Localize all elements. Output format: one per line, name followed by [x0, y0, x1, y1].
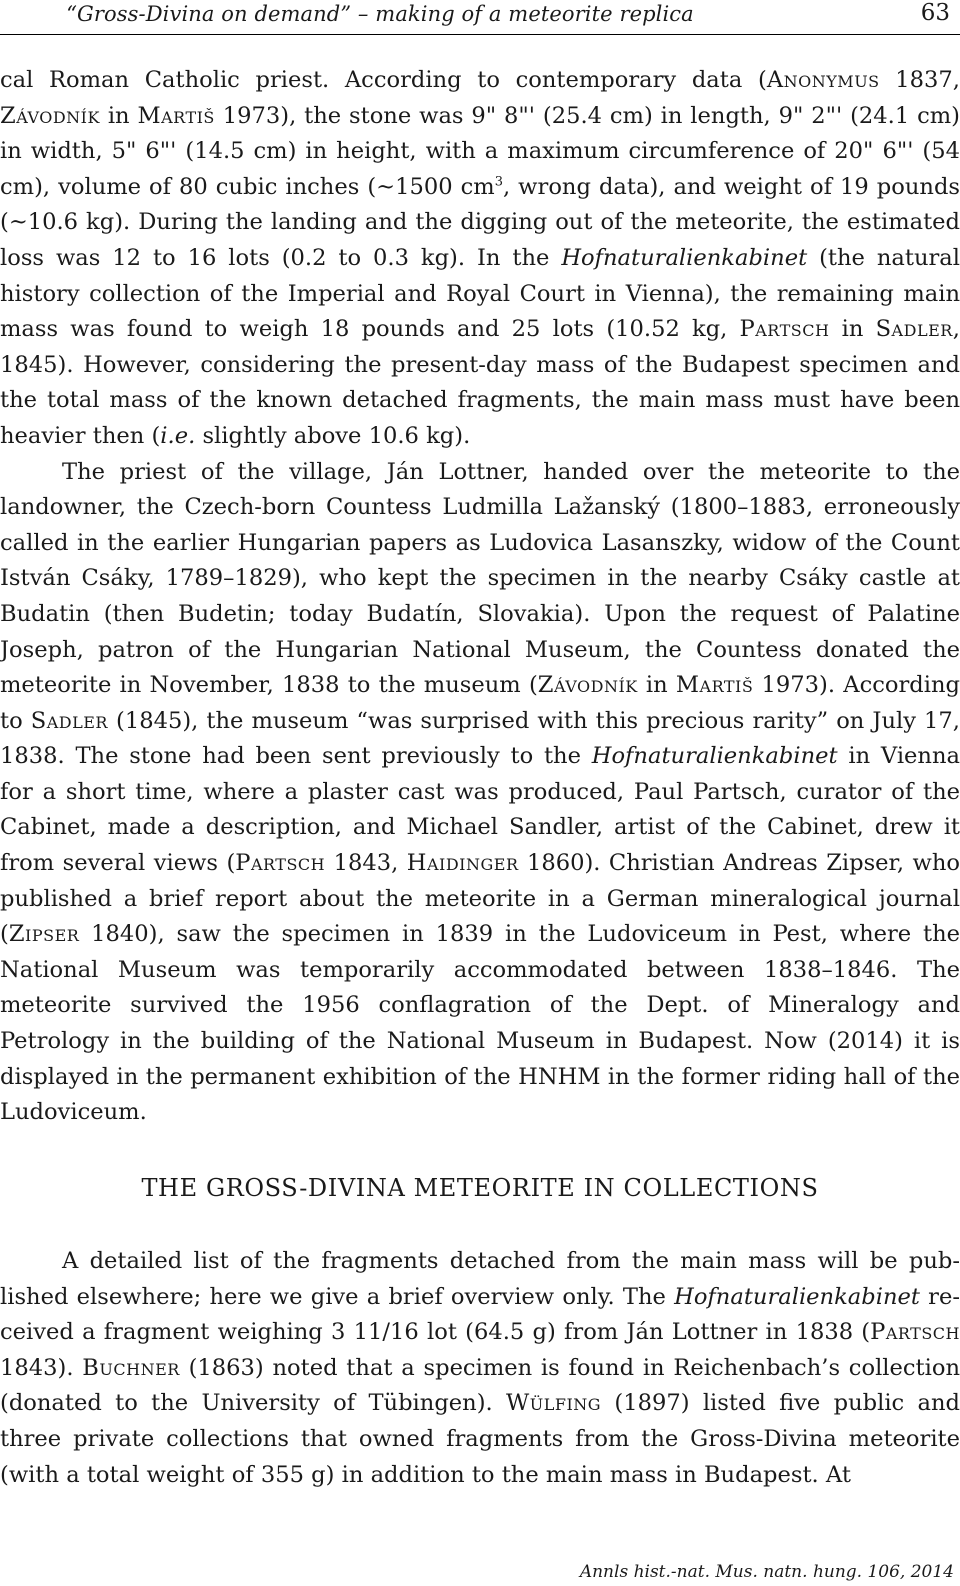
citation-author: Zipser	[8, 921, 80, 948]
text-run: 1840), saw the specimen in 1839 in the Ludoviceum in Pest, where the National Museum was temporarily accommodated between 1838–1846. The meteorite survived the 1956 conflagration of the Dept. of Mineralogy and Petrology in the building of the National Museum in Budapest. Now (2014) it is displayed in the permanent exhibition of the HNHM in the former riding hall of the Ludoviceum.	[0, 921, 960, 1126]
citation-author: Partsch	[739, 316, 830, 343]
text-run: A detailed list of the fragments detached from the main mass will be published elsewhere; here we give a brief overview only. The	[0, 1248, 960, 1310]
body-text-bottom	[0, 1244, 960, 1493]
section-heading: THE GROSS-DIVINA METEORITE IN COLLECTIONS	[141, 1174, 819, 1202]
text-run: in	[99, 102, 138, 129]
text-run: 1860). Christian Andreas Zipser, who published a brief report about the meteorite in a German mineralogical journal (	[0, 850, 960, 948]
body-text-top	[0, 63, 960, 1131]
text-run: (1845), the museum “was surprised with this precious rarity” on July 17, 1838. The stone had been sent previously to the	[0, 707, 960, 770]
text-run: 1843,	[325, 850, 407, 877]
running-title: “Gross-Divina on demand” – making of a meteorite replica	[66, 2, 694, 26]
text-run: in	[829, 316, 876, 343]
text-run: 1973), the stone was 9" 8"' (25.4 cm) in length, 9" 2"' (24.1 cm) in width, 5" 6"' (14.5 cm) in height, with a maximum circumference of 20" 6"' (54 cm), volume of 80 cubic inches (~1500 cm	[0, 102, 960, 200]
citation-author: Závodník	[537, 672, 638, 699]
text-run: received a fragment weighing 3 11/16 lot (64.5 g) from Ján Lottner in 1838 (	[0, 1283, 960, 1346]
italic-term: Hofnaturalienkabinet	[591, 743, 838, 770]
text-run: (the natural history collection of the Imperial and Royal Court in Vienna), the remaining main mass was found to weigh 18 pounds and 25 lots (10.52 kg,	[0, 244, 960, 343]
citation-author: Haidinger	[406, 850, 519, 877]
text-run: in Vienna for a short time, where a plaster cast was produced, Paul Partsch, curator of the Cabinet, made a description, and Michael Sandler, artist of the Cabinet, drew it from several views (	[0, 743, 960, 877]
paragraph-3	[0, 1244, 960, 1493]
italic-term: Hofnaturalienkabinet	[561, 244, 808, 271]
page-number: 63	[920, 0, 950, 26]
journal-citation: Annls hist.-nat. Mus. natn. hung. 106, 2014	[579, 1562, 954, 1582]
text-run: slightly above 10.6 kg).	[195, 422, 471, 449]
italic-term: Hofnaturalienkabinet	[674, 1283, 920, 1310]
text-run: cal Roman Catholic priest. According to contemporary data (	[0, 67, 767, 93]
text-run: , 1845). However, considering the present-day mass of the Budapest specimen and the total mass of the known detached fragments, the main mass must have been heavier then (	[0, 316, 960, 449]
italic-term: i.e.	[160, 422, 196, 449]
paragraph-1	[0, 63, 960, 455]
superscript: 3	[494, 174, 503, 190]
citation-author: Buchner	[82, 1354, 180, 1381]
citation-author: Martiš	[137, 102, 215, 129]
citation-author: Sadler	[875, 316, 953, 343]
citation-author: Partsch	[235, 850, 326, 877]
text-run: 1837,	[879, 67, 960, 93]
citation-author: Partsch	[870, 1319, 960, 1346]
text-run: 1973). According to	[0, 672, 960, 734]
citation-author: Wülfing	[506, 1390, 602, 1417]
citation-author: Martiš	[675, 672, 754, 699]
citation-author: Sadler	[30, 707, 108, 734]
text-run: The priest of the village, Ján Lottner, handed over the meteorite to the landowner, the Czech-born Countess Ludmilla Lažanský (1800–1883, erroneously called in the earlier Hungarian papers as Ludovica Lasanszky, widow of the Count István Csáky, 1789–1829), who kept the specimen in the nearby Csáky castle at Budatin (then Budetin; today Budatín, Slovakia). Upon the request of Palatine Joseph, patron of the Hungarian National Museum, the Countess donated the meteorite in November, 1838 to the museum (	[0, 458, 960, 699]
text-run: in	[637, 672, 676, 699]
header-rule	[0, 34, 960, 35]
page-header	[0, 0, 960, 36]
text-run: 1843).	[0, 1354, 83, 1381]
paragraph-2	[0, 455, 960, 1131]
citation-author: Závodník	[0, 102, 100, 129]
citation-author: Anonymus	[766, 67, 880, 93]
text-run: , wrong data), and weight of 19 pounds (~10.6 kg). During the landing and the digging out of the meteorite, the estimated loss was 12 to 16 lots (0.2 to 0.3 kg). In the	[0, 173, 960, 271]
text-run: (1897) listed five public and three private collections that owned fragments from the Gross-Divina meteorite (with a total weight of 355 g) in addition to the main mass in Budapest. At	[0, 1390, 960, 1488]
text-run: (1863) noted that a specimen is found in Reichenbach’s collection (donated to the University of Tübingen).	[0, 1354, 960, 1417]
